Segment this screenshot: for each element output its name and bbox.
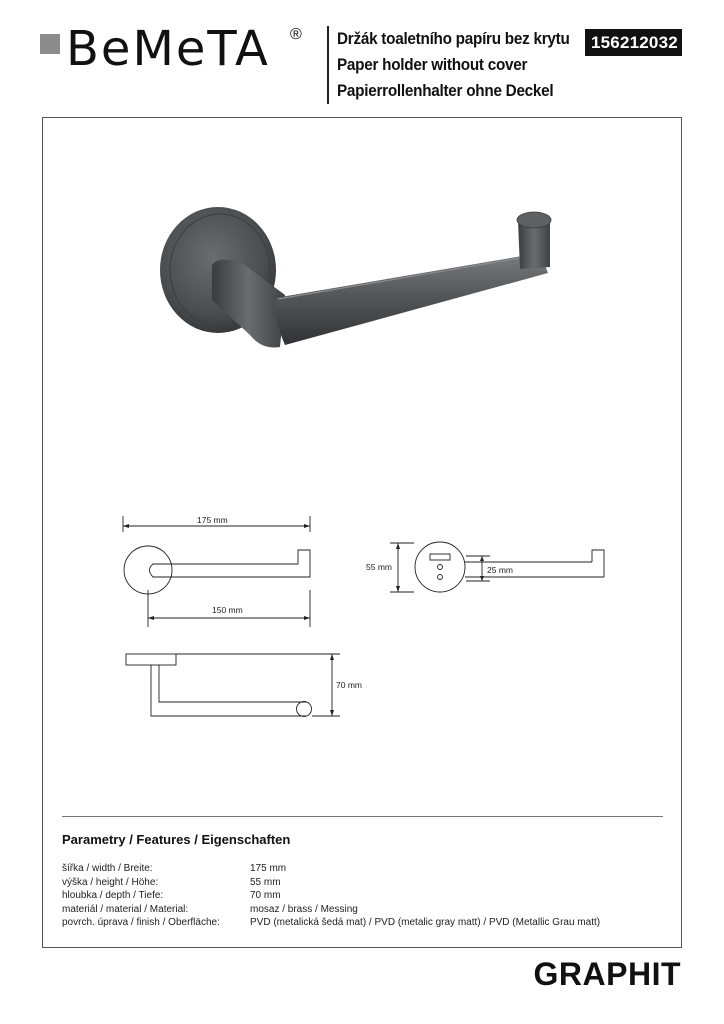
spec-row: [62, 862, 600, 876]
features-title: Parametry / Features / Eigenschaften: [62, 832, 291, 847]
spec-label: povrch. úprava / finish / Oberfläche:: [62, 917, 220, 928]
spec-row: [62, 903, 600, 917]
spec-row: [62, 876, 600, 890]
top-rosette: [126, 654, 176, 665]
spec-label: šířka / width / Breite:: [62, 863, 153, 874]
top-arm: [151, 665, 306, 716]
dim-screw-label: 25 mm: [487, 565, 513, 575]
spec-row: [62, 889, 600, 903]
title-cz: Držák toaletního papíru bez krytu: [337, 29, 570, 48]
side-rosette: [415, 542, 465, 592]
spec-value: 55 mm: [250, 876, 281, 888]
spec-value: PVD (metalická šedá mat) / PVD (metalic gray matt) / PVD (Metallic Grau matt): [250, 917, 601, 928]
features-separator: [62, 816, 663, 817]
front-rosette: [124, 546, 172, 594]
side-bracket: [430, 554, 450, 560]
spec-row: [62, 916, 600, 930]
spec-label: výška / height / Höhe:: [62, 876, 159, 888]
title-en: Paper holder without cover: [337, 55, 528, 74]
features-table: [62, 862, 600, 930]
spec-value: 70 mm: [250, 890, 281, 901]
side-arm-end: [592, 550, 604, 577]
registered-mark: ®: [290, 26, 302, 43]
logo-text: BeMeTA: [66, 21, 270, 77]
front-arm: [150, 550, 311, 577]
spec-value: mosaz / brass / Messing: [250, 903, 358, 915]
dim-width-label: 175 mm: [197, 515, 228, 525]
finish-color-name: GRAPHIT: [533, 956, 681, 992]
spec-label: hloubka / depth / Tiefe:: [62, 890, 164, 901]
spec-value: 175 mm: [250, 863, 287, 874]
side-screw-hole-bottom: [438, 575, 443, 580]
top-arm-end: [297, 702, 312, 717]
dim-depth-label: 70 mm: [336, 680, 362, 690]
product-code-badge: 156212032: [585, 29, 682, 56]
side-screw-hole-top: [438, 565, 443, 570]
spec-label: materiál / material / Material:: [62, 903, 189, 915]
dim-height-label: 55 mm: [366, 562, 392, 572]
dim-length-label: 150 mm: [212, 605, 243, 615]
title-de: Papierrollenhalter ohne Deckel: [337, 81, 554, 100]
